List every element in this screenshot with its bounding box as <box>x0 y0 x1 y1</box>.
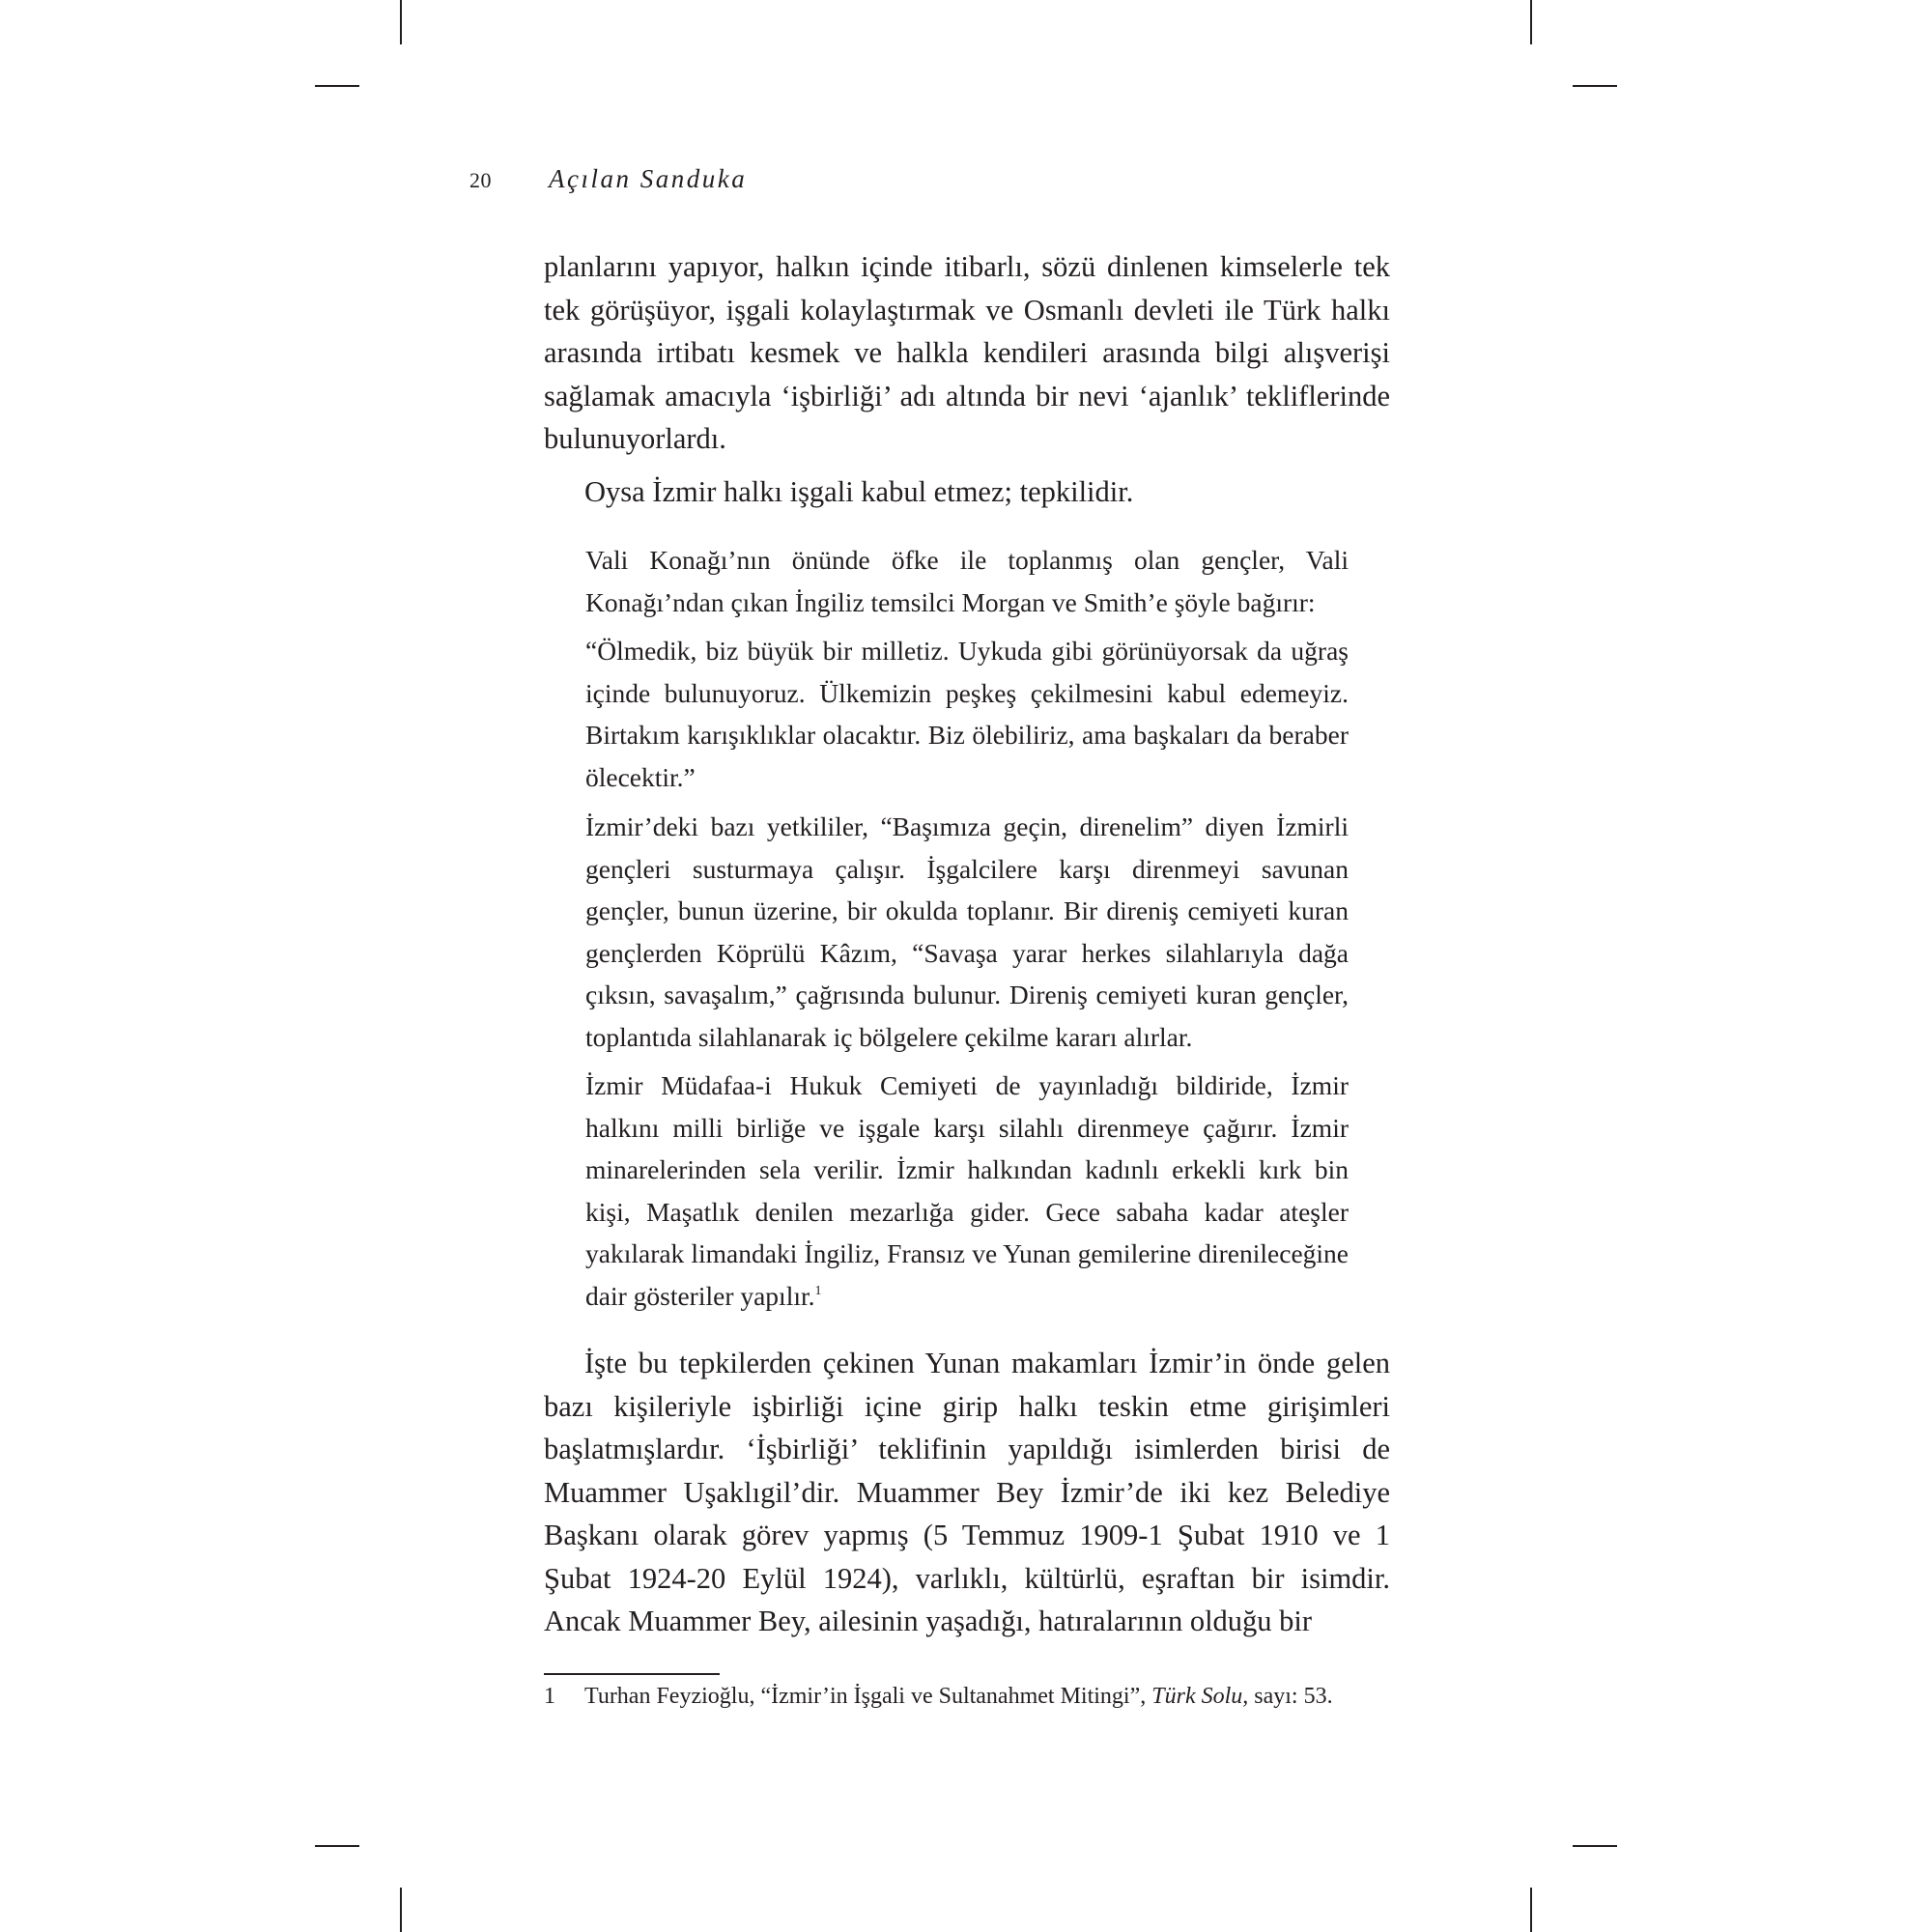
crop-mark-left-upper <box>315 85 359 87</box>
crop-mark-bottom-right <box>1530 1888 1532 1932</box>
footnote-source-title: Türk Solu, <box>1151 1684 1249 1709</box>
crop-mark-bottom-left <box>400 1888 402 1932</box>
body-paragraph-1: planlarını yapıyor, halkın içinde itibarlı, sözü dinlenen kimselerle tek tek görüşüyor, işgali kolaylaştırmak ve Osmanlı devleti ile Türk halkı arasında irtibatı kesmek ve halkla kendileri arasında bilgi alışverişi sağlamak amacıyla ‘işbirliği’ adı altında bir nevi ‘ajanlık’ tekliflerinde bulunuyorlardı. <box>544 250 1390 455</box>
footnote-text-after: sayı: 53. <box>1248 1684 1333 1709</box>
book-title: Açılan Sanduka <box>549 164 748 193</box>
crop-mark-top-right <box>1530 0 1532 44</box>
footnote <box>544 1679 1413 1714</box>
crop-mark-left-lower <box>315 1845 359 1847</box>
page-number: 20 <box>469 168 492 192</box>
quote-paragraph-3: İzmir’deki bazı yetkililer, “Başımıza geçin, direnelim” diyen İzmirli gençleri susturmaya çalışır. İşgalcilere karşı direnmeyi savunan gençler, bunun üzerine, bir okulda toplanır. Bir direniş cemiyeti kuran gençlerden Köprülü Kâzım, “Savaşa yarar herkes silahlarıyla dağa çıksın, savaşalım,” çağrısında bulunur. Direniş cemiyeti kuran gençler, toplantıda silahlanarak iç bölgelere çekilme kararı alırlar. <box>585 811 1349 1052</box>
quote-paragraph-4 <box>585 1065 1349 1317</box>
quote-paragraph-1: Vali Konağı’nın önünde öfke ile toplanmış olan gençler, Vali Konağı’ndan çıkan İngiliz temsilci Morgan ve Smith’e şöyle bağırır: <box>585 545 1349 617</box>
crop-mark-right-lower <box>1573 1845 1617 1847</box>
quote-paragraph-4-text: İzmir Müdafaa-i Hukuk Cemiyeti de yayınladığı bildiride, İzmir halkını milli birliğe ve işgale karşı silahlı direnmeye çağırır. İzmir minarelerinden sela verilir. İzmir halkından kadınlı erkekli kırk bin kişi, Maşatlık denilen mezarlığa gider. Gece sabaha kadar ateşler yakılarak limandaki İngiliz, Fransız ve Yunan gemilerine direnileceğine dair gösteriler yapılır. <box>585 1070 1349 1311</box>
crop-mark-right-upper <box>1573 85 1617 87</box>
crop-mark-top-left <box>400 0 402 44</box>
body-paragraph-3: İşte bu tepkilerden çekinen Yunan makamları İzmir’in önde gelen bazı kişileriyle işbirliği içine girip halkı teskin etme girişimleri başlatmışlardır. ‘İşbirliği’ teklifinin yapıldığı isimlerden birisi de Muammer Uşaklıgil’dir. Muammer Bey İzmir’de iki kez Belediye Başkanı olarak görev yapmış (5 Temmuz 1909-1 Şubat 1910 ve 1 Şubat 1924-20 Eylül 1924), varlıklı, kültürlü, eşraftan bir isimdir. Ancak Muammer Bey, ailesinin yaşadığı, hatıralarının olduğu bir <box>544 1347 1390 1637</box>
footnote-text-before: Turhan Feyzioğlu, “İzmir’in İşgali ve Sultanahmet Mitingi”, <box>584 1684 1152 1709</box>
footnote-number: 1 <box>544 1684 555 1709</box>
footnote-divider <box>544 1673 720 1675</box>
quote-paragraph-2: “Ölmedik, biz büyük bir milletiz. Uykuda gibi görünüyorsak da uğraş içinde bulunuyoruz. Ülkemizin peşkeş çekilmesini kabul edemeyiz. Birtakım karışıklıklar olacaktır. Biz ölebiliriz, ama başkaları da beraber ölecektir.” <box>585 636 1349 792</box>
body-paragraph-2: Oysa İzmir halkı işgali kabul etmez; tepkilidir. <box>584 475 1134 508</box>
footnote-reference[interactable]: 1 <box>814 1283 822 1298</box>
